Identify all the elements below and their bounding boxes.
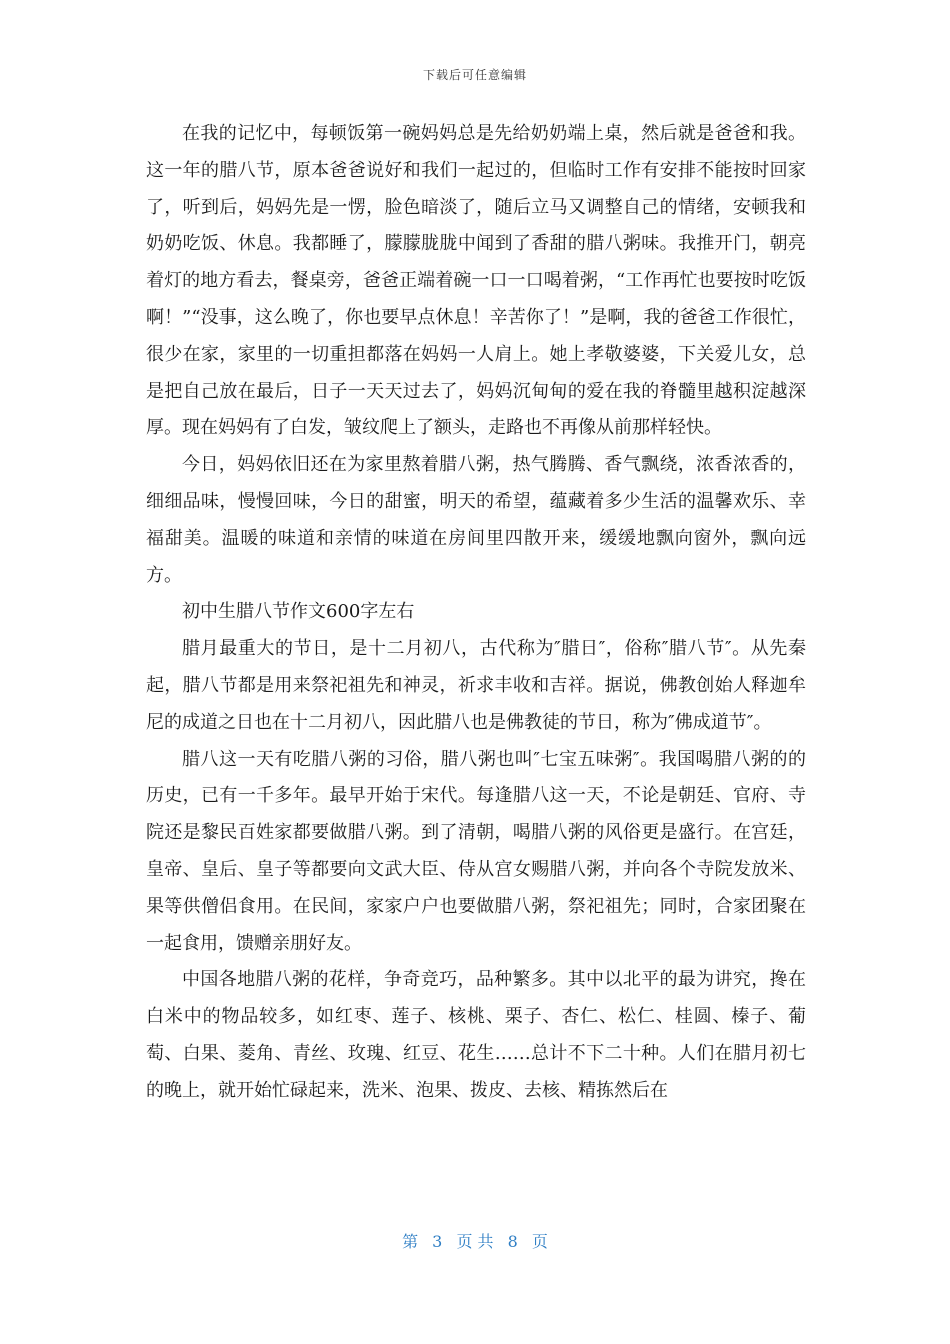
paragraph-laba-origin: 腊月最重大的节日，是十二月初八，古代称为″腊日″，俗称″腊八节″。从先秦起，腊八节都是用来祭祀祖先和神灵，祈求丰收和吉祥。据说，佛教创始人释迦牟尼的成道之日也在十二月初八，因此腊八也是佛教徒的节日，称为″佛成道节″。 xyxy=(146,638,806,733)
footer-label-of: 页 共 xyxy=(456,1232,494,1251)
footer-current-page: 3 xyxy=(432,1232,443,1251)
footer-label-page: 第 xyxy=(402,1232,419,1251)
article-body xyxy=(146,116,806,1110)
page-header: 下载后可任意编辑 xyxy=(422,68,527,82)
page-footer xyxy=(0,1229,950,1252)
paragraph-memory: 在我的记忆中，每顿饭第一碗妈妈总是先给奶奶端上桌，然后就是爸爸和我。这一年的腊八节，原本爸爸说好和我们一起过的，但临时工作有安排不能按时回家了，听到后，妈妈先是一愣，脸色暗淡了，随后立马又调整自己的情绪，安顿我和奶奶吃饭、休息。我都睡了，朦朦胧胧中闻到了香甜的腊八粥味。我推开门，朝亮着灯的地方看去，餐桌旁，爸爸正端着碗一口一口喝着粥，“工作再忙也要按时吃饭啊！”“没事，这么晚了，你也要早点休息！辛苦你了！”是啊，我的爸爸工作很忙，很少在家，家里的一切重担都落在妈妈一人肩上。她上孝敬婆婆，下关爱儿女，总是把自己放在最后，日子一天天过去了，妈妈沉甸甸的爱在我的脊髓里越积淀越深厚。现在妈妈有了白发，皱纹爬上了额头，走路也不再像从前那样轻快。 xyxy=(146,123,806,439)
paragraph-laba-custom: 腊八这一天有吃腊八粥的习俗，腊八粥也叫″七宝五味粥″。我国喝腊八粥的的历史，已有一千多年。最早开始于宋代。每逢腊八这一天，不论是朝廷、官府、寺院还是黎民百姓家都要做腊八粥。到了清朝，喝腊八粥的风俗更是盛行。在宫廷，皇帝、皇后、皇子等都要向文武大臣、侍从宫女赐腊八粥，并向各个寺院发放米、果等供僧侣食用。在民间，家家户户也要做腊八粥，祭祀祖先；同时，合家团聚在一起食用，馈赠亲朋好友。 xyxy=(146,748,806,954)
footer-label-end: 页 xyxy=(531,1232,548,1251)
paragraph-laba-varieties: 中国各地腊八粥的花样，争奇竞巧，品种繁多。其中以北平的最为讲究，搀在白米中的物品较多，如红枣、莲子、核桃、栗子、杏仁、松仁、桂圆、榛子、葡萄、白果、菱角、青丝、玫瑰、红豆、花生……总计不下二十种。人们在腊月初七的晚上，就开始忙碌起来，洗米、泡果、拨皮、去核、精拣然后在 xyxy=(146,969,806,1101)
paragraph-today: 今日，妈妈依旧还在为家里熬着腊八粥，热气腾腾、香气飘绕，浓香浓香的，细细品味，慢慢回味，今日的甜蜜，明天的希望，蕴藏着多少生活的温馨欢乐、幸福甜美。温暖的味道和亲情的味道在房间里四散开来，缓缓地飘向窗外，飘向远方。 xyxy=(146,454,806,586)
section-title: 初中生腊八节作文600字左右 xyxy=(182,601,415,623)
footer-total-pages: 8 xyxy=(507,1232,518,1251)
